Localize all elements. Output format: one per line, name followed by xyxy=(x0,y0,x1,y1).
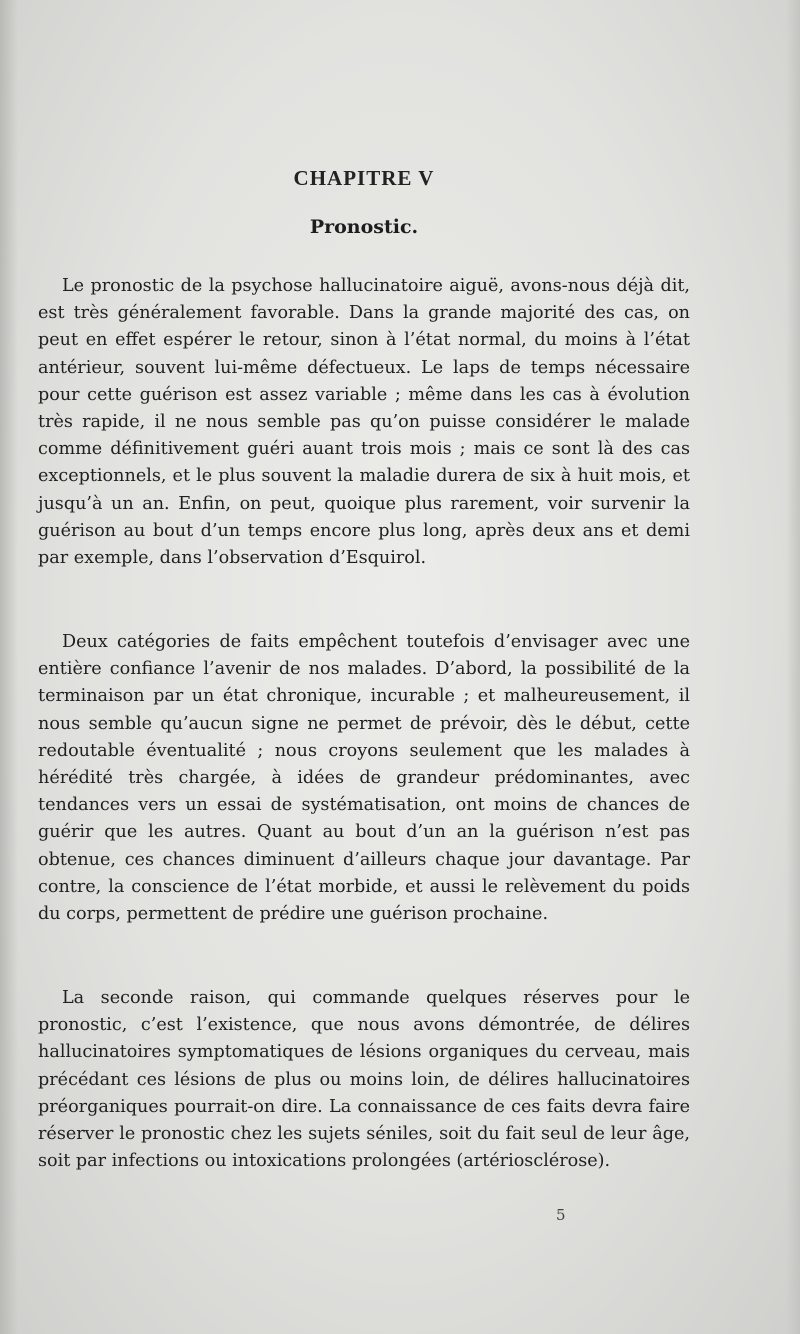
paragraph-3: La seconde raison, qui commande quelques réserves pour le pronostic, c’est l’existence, que nous avons démontrée, de délires hallucinatoires symptomatiques de lésions organiques du cerveau, mais précédant ces lésions de plus ou moins loin, de délires hallucinatoires préorganiques pourrait-on dire. La connaissance de ces faits devra faire réserver le pronostic chez les sujets séniles, soit du fait seul de leur âge, soit par infections ou intoxications prolongées (artériosclérose). xyxy=(38,988,690,1172)
page-number: 5 xyxy=(556,1206,566,1224)
page-edge-shadow-left xyxy=(0,0,18,1334)
chapter-heading: CHAPITRE V xyxy=(293,166,435,190)
paragraph-1: Le pronostic de la psychose hallucinatoire aiguë, avons-nous déjà dit, est très généralement favorable. Dans la grande majorité des cas, on peut en effet espérer le retour, sinon à l’état normal, du moins à l’état antérieur, souvent lui-même défectueux. Le laps de temps nécessaire pour cette guérison est assez variable ; même dans les cas à évolution très rapide, il ne nous semble pas qu’on puisse considérer le malade comme définitivement guéri auant trois mois ; mais ce sont là des cas exceptionnels, et le plus souvent la maladie durera de six à huit mois, et jusqu’à un an. Enfin, on peut, quoique plus rarement, voir survenir la guérison au bout d’un temps encore plus long, après deux ans et demi par exemple, dans l’observation d’Esquirol. xyxy=(38,276,690,569)
paragraph-2: Deux catégories de faits empêchent toutefois d’envisager avec une entière confiance l’avenir de nos malades. D’abord, la possibilité de la terminaison par un état chronique, incurable ; et malheureusement, il nous semble qu’aucun signe ne permet de prévoir, dès le début, cette redoutable éventualité ; nous croyons seulement que les malades à hérédité très chargée, à idées de grandeur prédominantes, avec tendances vers un essai de systématisation, ont moins de chances de guérir que les autres. Quant au bout d’un an la guérison n’est pas obtenue, ces chances diminuent d’ailleurs chaque jour davantage. Par contre, la conscience de l’état morbide, et aussi le relèvement du poids du corps, permettent de prédire une guérison prochaine. xyxy=(38,632,690,925)
page-edge-shadow-right xyxy=(786,0,800,1334)
section-title: Pronostic. xyxy=(309,216,419,238)
